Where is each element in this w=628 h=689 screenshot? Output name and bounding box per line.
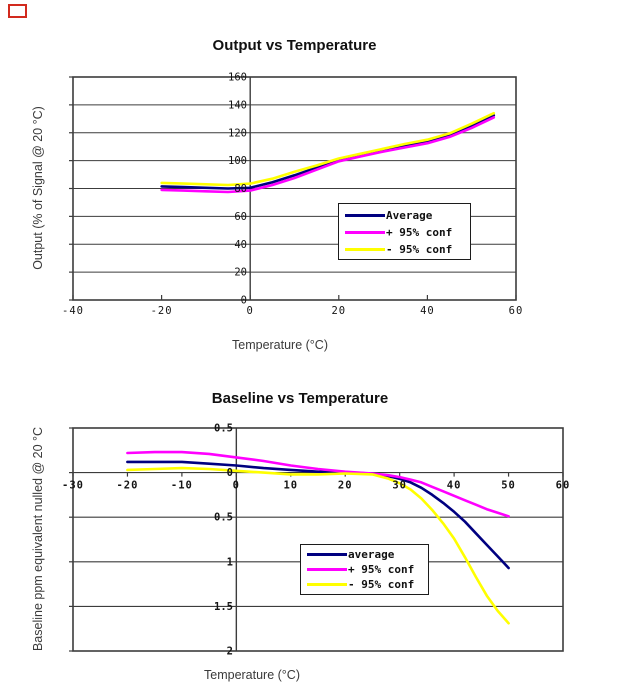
y-tick-label: 1.5 [214,600,233,613]
y-tick-label: 140 [228,99,247,112]
chart2-title: Baseline vs Temperature [211,390,389,407]
average-line-swatch [307,553,347,556]
chart2-y-axis-title: Baseline ppm equivalent nulled @ 20 °C [31,426,45,652]
legend-label: Average [386,209,433,222]
x-tick-label: -20 [116,479,139,492]
y-tick-label: 40 [234,238,247,251]
x-tick-label: 60 [508,305,524,317]
y-tick-label: 0.5 [214,511,233,524]
legend-item-average [345,207,470,224]
plus95-line-swatch [345,231,385,234]
y-tick-label: 100 [228,155,247,168]
legend-item-average [307,547,428,562]
y-tick-label: 2 [226,645,233,658]
chart2-x-axis-title: Temperature (°C) [204,668,300,682]
x-tick-label: -10 [170,479,193,492]
y-tick-label: 160 [228,71,247,84]
y-tick-label: 60 [234,210,247,223]
x-tick-label: 20 [337,479,353,492]
x-tick-label: 0 [246,305,254,317]
chart1-legend [338,203,471,260]
x-tick-label: 50 [501,479,516,492]
legend-label: - 95% conf [386,243,453,256]
minus95-line-swatch [307,583,347,586]
x-tick-label: 40 [420,305,435,317]
y-tick-label: 0 [226,467,233,480]
x-tick-label: 20 [331,305,347,317]
y-tick-label: 120 [228,127,247,140]
y-tick-label: 80 [234,183,247,195]
legend-label: - 95% conf [348,578,415,591]
series-line-1 [162,117,494,192]
x-tick-label: -40 [62,305,84,317]
legend-item-plus95 [345,224,470,241]
series-line-2 [162,113,494,185]
x-tick-label: 30 [392,479,407,492]
x-tick-label: -20 [150,305,173,317]
chart2-legend [300,544,429,595]
chart1-title: Output vs Temperature [212,37,377,54]
legend-item-minus95 [307,577,428,592]
legend-item-minus95 [345,241,470,258]
average-line-swatch [345,214,385,217]
chart1-x-axis-title: Temperature (°C) [232,338,328,352]
y-tick-label: 0 [240,294,247,307]
legend-item-plus95 [307,562,428,577]
y-tick-label: 1 [226,556,233,569]
minus95-line-swatch [345,248,385,251]
legend-label: average [348,548,395,561]
legend-label: + 95% conf [348,563,415,576]
x-tick-label: 10 [283,479,299,492]
legend-label: + 95% conf [386,226,453,239]
y-tick-label: 20 [234,266,247,279]
y-tick-label: 0.5 [214,422,233,435]
x-tick-label: 0 [232,479,240,492]
x-tick-label: -30 [62,479,84,492]
x-tick-label: 40 [446,479,462,492]
series-line-0 [162,115,494,188]
chart1-y-axis-title: Output (% of Signal @ 20 °C) [31,106,45,270]
x-tick-label: 60 [555,479,571,492]
plus95-line-swatch [307,568,347,571]
